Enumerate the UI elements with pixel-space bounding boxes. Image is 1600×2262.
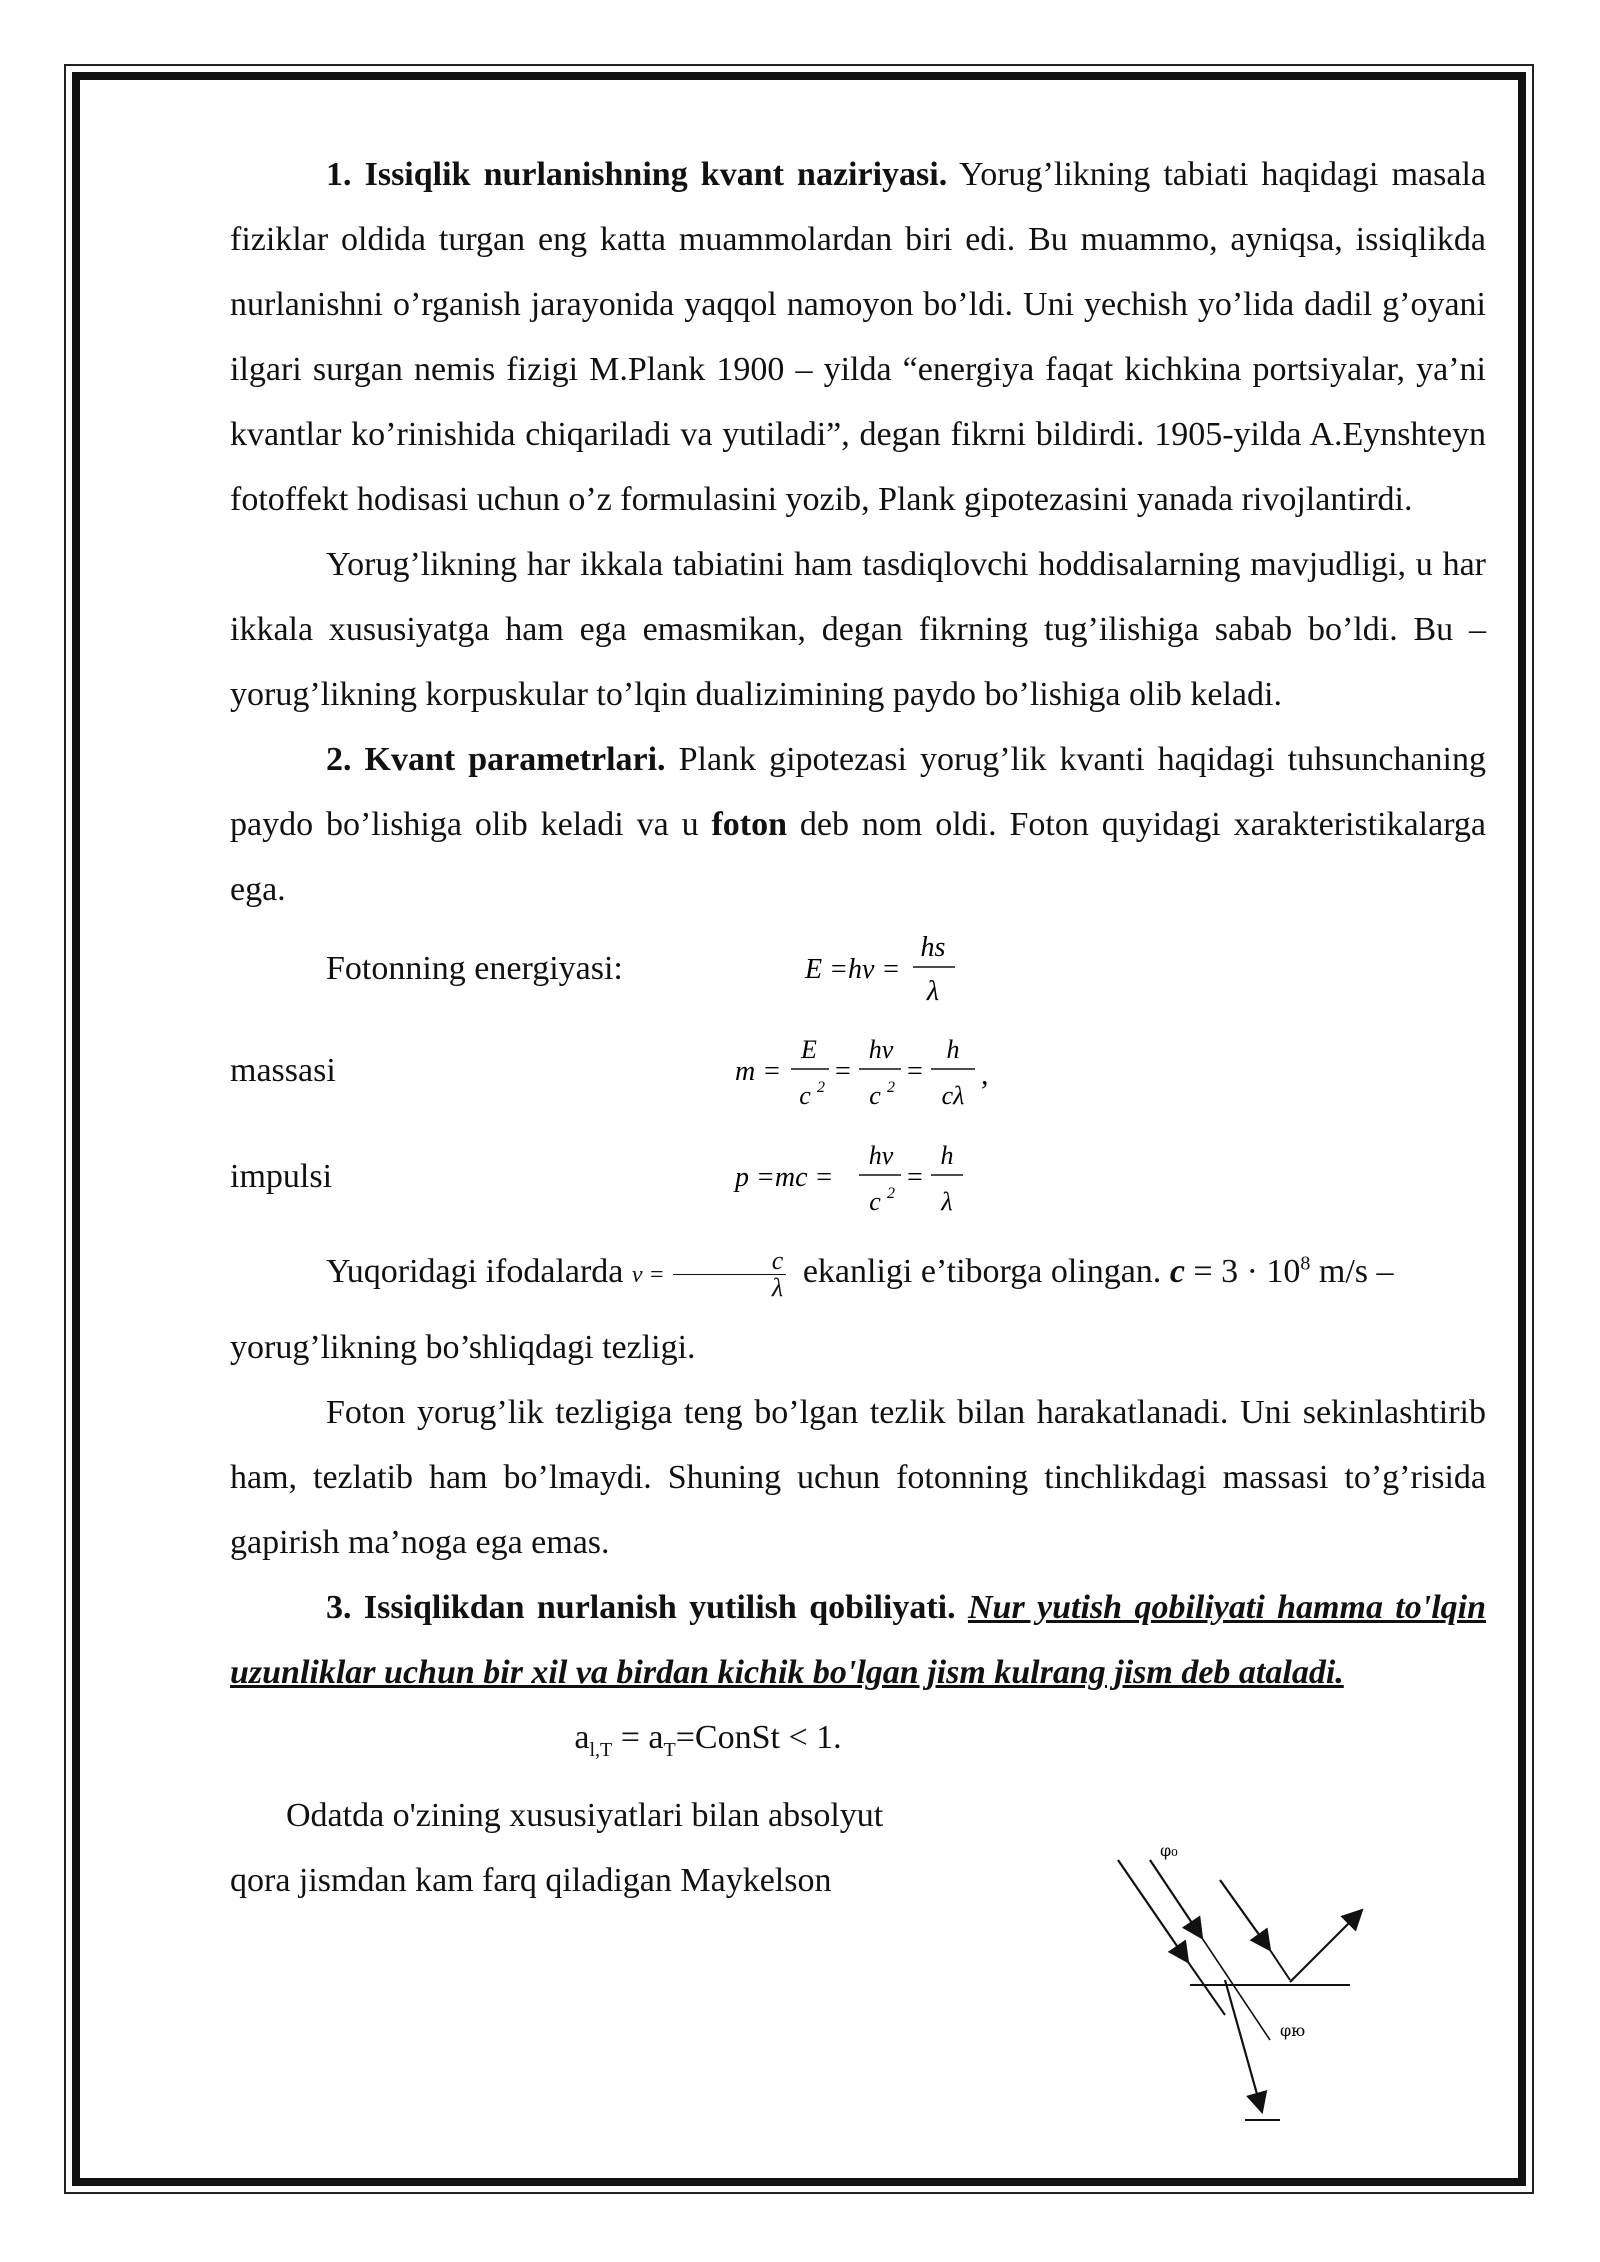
impulse-f2-den: λ: [941, 1187, 953, 1216]
section1-paragraph: [230, 142, 1486, 532]
impulse-f1-num: hν: [868, 1141, 894, 1170]
energy-formula: [805, 922, 1025, 1012]
impulse-f1-exp: 2: [887, 1185, 895, 1202]
energy-num: hs: [920, 932, 946, 963]
energy-label: Fotonning energiyasi:: [326, 950, 623, 987]
gray-body-definition: Nur yutish qobiliyati hamma to'lqin uzunliklar uchun bir xil va birdan kichik bo'lgan jism kulrang jism deb ataladi.: [230, 1589, 1487, 1691]
section2-paragraph: [230, 727, 1486, 922]
incident-ray-2-cont: [1202, 1938, 1270, 2040]
impulse-f1-den: c: [869, 1187, 881, 1216]
energy-formula-row: [230, 922, 1486, 1022]
c-exponent: 8: [1300, 1252, 1311, 1275]
note-nu: ν =: [631, 1262, 665, 1288]
impulse-formula-row: [230, 1124, 1486, 1232]
mass-eq1: =: [835, 1056, 851, 1087]
note-after: ekanligi e’tiborga olingan.: [802, 1253, 1162, 1290]
impulse-lhs: p =mc =: [735, 1162, 834, 1193]
c-symbol: c: [1169, 1253, 1185, 1290]
incident-ray-1-cont: [1188, 1962, 1225, 2015]
mass-tail: ,: [981, 1058, 989, 1091]
mass-formula: [735, 1024, 1035, 1114]
incident-ray-1: [1118, 1860, 1188, 1962]
mass-f1-exp: 2: [817, 1079, 825, 1096]
formula-mid: = a: [612, 1719, 664, 1756]
mass-eq2: =: [907, 1056, 923, 1087]
document-body: [230, 142, 1486, 1913]
incident-ray-2: [1150, 1860, 1202, 1938]
formula-end: =ConSt < 1.: [675, 1719, 842, 1756]
section3-paragraph: [230, 1575, 1486, 1705]
note-line2: yorug’likning bo’shliqdagi tezligi.: [230, 1329, 696, 1366]
formula-a: a: [574, 1719, 590, 1756]
section2-heading: 2. Kvant parametrlari.: [326, 741, 666, 778]
absorption-formula: [230, 1705, 1486, 1783]
impulse-label: impulsi: [230, 1158, 333, 1195]
c-value: = 3 · 10: [1193, 1253, 1301, 1290]
mass-formula-row: [230, 1022, 1486, 1124]
mass-lhs: m =: [735, 1056, 782, 1087]
impulse-eq: =: [907, 1162, 923, 1193]
mass-f1-num: E: [801, 1035, 817, 1064]
c-unit: m/s –: [1318, 1253, 1394, 1290]
note-frac-den: λ: [771, 1272, 784, 1302]
energy-den: λ: [926, 976, 940, 1007]
formula-sub-t: T: [663, 1738, 676, 1761]
final-line2: qora jismdan kam farq qiladigan Maykelson: [230, 1861, 832, 1899]
mass-f3-den: cλ: [941, 1081, 965, 1110]
section2-text-before: Plank gipotezasi yorug’lik kvanti haqidagi tuhsunchaning paydo bo’lishiga olib keladi va u: [230, 741, 1486, 843]
foton-term: foton: [711, 806, 788, 843]
mass-f3-num: h: [946, 1035, 960, 1064]
note-paragraph: [230, 1232, 1486, 1315]
mass-label: massasi: [230, 1052, 336, 1089]
ray-diagram: [1110, 1840, 1370, 2130]
foton-paragraph: Foton yorug’lik tezligiga teng bo’lgan tezlik bilan harakatlanadi. Uni sekinlashtirib ham, tezlatib ham bo’lmaydi. Shuning uchun fotonning tinchlikdagi massasi to’g’risida gapirish ma’noga ega emas.: [230, 1394, 1486, 1561]
incident-ray-3-cont: [1270, 1950, 1290, 1980]
section1-paragraph2: Yorug’likning har ikkala tabiatini ham tasdiqlovchi hoddisalarning mavjudligi, u har ikkala xususiyatga ham ega emasmikan, degan fikrning tug’ilishiga sabab bo’ldi. Bu – yorug’likning korpuskular to’lqin dualizimining paydo bo’lishiga olib keladi.: [230, 546, 1486, 713]
section2-text-after: deb nom oldi. Foton quyidagi xarakteristikalarga ega.: [230, 806, 1486, 908]
mass-f1-den: c: [799, 1081, 811, 1110]
mass-f2-den: c: [869, 1081, 881, 1110]
section3-heading: 3. Issiqlikdan nurlanish yutilish qobiliyati.: [326, 1589, 956, 1626]
impulse-formula: [735, 1130, 995, 1220]
energy-lhs: E =hν =: [805, 954, 901, 985]
note-frac-num: c: [673, 1248, 787, 1275]
mass-f2-num: hν: [868, 1035, 894, 1064]
section1-text: Yorug’likning tabiati haqidagi masala fiziklar oldida turgan eng katta muammolardan biri edi. Bu muammo, ayniqsa, issiqlikda nurlanishni o’rganish jarayonida yaqqol namoyon bo’ldi. Uni yechish yo’lida dadil g’oyani ilgari surgan nemis fizigi M.Plank 1900 – yilda “energiya faqat kichkina portsiyalar, ya’ni kvantlar ko’rinishida chiqariladi va yutiladi”, degan fikrni bildirdi. 1905-yilda A.Eynshteyn fotoffekt hodisasi uchun o’z formulasini yozib, Plank gipotezasini yanada rivojlantirdi.: [230, 156, 1486, 518]
angle-label-top: φ₀: [1160, 1841, 1178, 1860]
note-fraction: [673, 1245, 787, 1302]
note-before: Yuqoridagi ifodalarda: [326, 1253, 624, 1290]
final-line1: Odatda o'zining xususiyatlari bilan absolyut: [286, 1796, 884, 1834]
reflected-ray: [1290, 1910, 1362, 1982]
impulse-f2-num: h: [940, 1141, 954, 1170]
angle-label-bottom: φю: [1280, 2021, 1306, 2040]
section1-heading: 1. Issiqlik nurlanishning kvant naziriyasi.: [326, 156, 948, 193]
formula-sub-lt: l,T: [589, 1738, 613, 1761]
mass-f2-exp: 2: [887, 1079, 895, 1096]
incident-ray-3: [1220, 1880, 1270, 1950]
